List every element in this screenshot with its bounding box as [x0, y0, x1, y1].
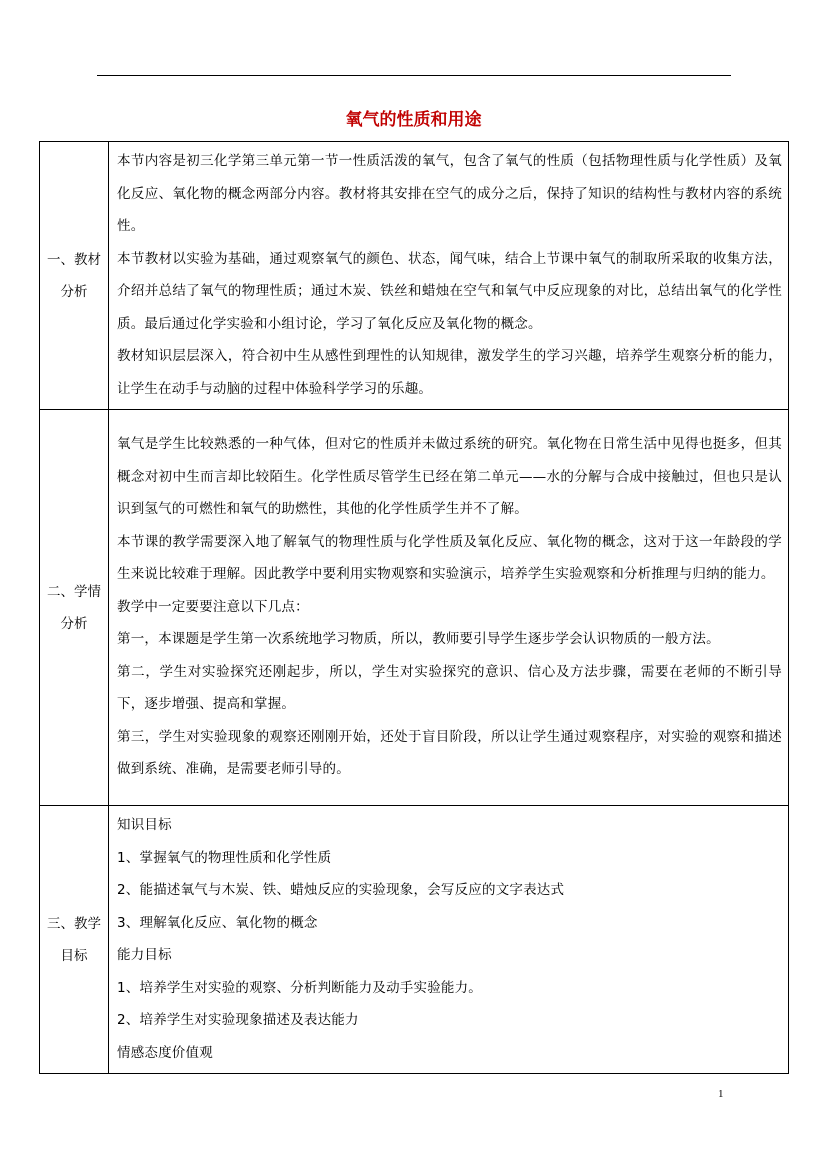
document-title: 氧气的性质和用途	[345, 110, 482, 130]
header-rule	[97, 75, 731, 76]
page-number: 1	[718, 1088, 724, 1100]
paragraph: 教学中一定要要注意以下几点：	[117, 598, 309, 615]
row-label	[40, 806, 109, 1074]
row-label-line: 二、学情	[47, 583, 101, 600]
paragraph: 第一，本课题是学生第一次系统地学习物质，所以，教师要引导学生逐步学会认识物质的一般方法。	[117, 631, 720, 648]
paragraph: 本节教材以实验为基础，通过观察氧气的颜色、状态，闻气味，结合上节课中氧气的制取所采取的收集方法，介绍并总结了氧气的物理性质；通过木炭、铁丝和蜡烛在空气和氧气中反应现象的对比，总结出氧气的化学性质。最后通过化学实验和小组讨论，学习了氧化反应及氧化物的概念。	[117, 250, 782, 332]
row-label-line: 目标	[60, 947, 88, 964]
lesson-plan-table	[39, 141, 789, 1074]
table-row	[40, 806, 789, 1074]
row-content	[109, 410, 789, 806]
paragraph: 本节课的教学需要深入地了解氧气的物理性质与化学性质及氧化反应、氧化物的概念，这对于这一年龄段的学生来说比较难于理解。因此教学中要利用实物观察和实验演示，培养学生实验观察和分析推理与归纳的能力。	[117, 533, 782, 583]
paragraph: 氧气是学生比较熟悉的一种气体，但对它的性质并未做过系统的研究。氧化物在日常生活中见得也挺多，但其概念对初中生而言却比较陌生。化学性质尽管学生已经在第二单元——水的分解与合成中接触过，但也只是认识到氢气的可燃性和氧气的助燃性，其他的化学性质学生并不了解。	[117, 436, 782, 518]
table-row	[40, 410, 789, 806]
paragraph: 1、培养学生对实验的观察、分析判断能力及动手实验能力。	[117, 979, 482, 996]
row-content	[109, 142, 789, 410]
paragraph: 本节内容是初三化学第三单元第一节一性质活泼的氧气，包含了氧气的性质（包括物理性质与化学性质）及氧化反应、氧化物的概念两部分内容。教材将其安排在空气的成分之后，保持了知识的结构性与教材内容的系统性。	[117, 153, 782, 234]
table-row	[40, 142, 789, 410]
row-label	[40, 142, 109, 410]
row-content	[109, 806, 789, 1074]
paragraph: 第二，学生对实验探究还刚起步，所以，学生对实验探究的意识、信心及方法步骤，需要在老师的不断引导下，逐步增强、提高和掌握。	[117, 663, 782, 713]
paragraph: 3、理解氧化反应、氧化物的概念	[117, 914, 318, 931]
paragraph: 1、掌握氧气的物理性质和化学性质	[117, 849, 332, 866]
row-label-line: 三、教学	[47, 915, 101, 932]
paragraph: 第三，学生对实验现象的观察还刚刚开始，还处于盲目阶段，所以让学生通过观察程序，对实验的观察和描述做到系统、准确，是需要老师引导的。	[117, 728, 782, 778]
paragraph: 情感态度价值观	[117, 1044, 213, 1061]
row-label-line: 分析	[60, 615, 88, 632]
paragraph: 知识目标	[117, 817, 172, 833]
paragraph: 2、培养学生对实验现象描述及表达能力	[117, 1012, 359, 1028]
row-label	[40, 410, 109, 806]
paragraph: 2、能描述氧气与木炭、铁、蜡烛反应的实验现象，会写反应的文字表达式	[117, 882, 565, 898]
paragraph: 教材知识层层深入，符合初中生从感性到理性的认知规律，激发学生的学习兴趣，培养学生观察分析的能力，让学生在动手与动脑的过程中体验科学学习的乐趣。	[117, 348, 782, 397]
paragraph: 能力目标	[117, 947, 172, 963]
row-label-line: 分析	[60, 283, 88, 300]
row-label-line: 一、教材	[47, 251, 101, 268]
